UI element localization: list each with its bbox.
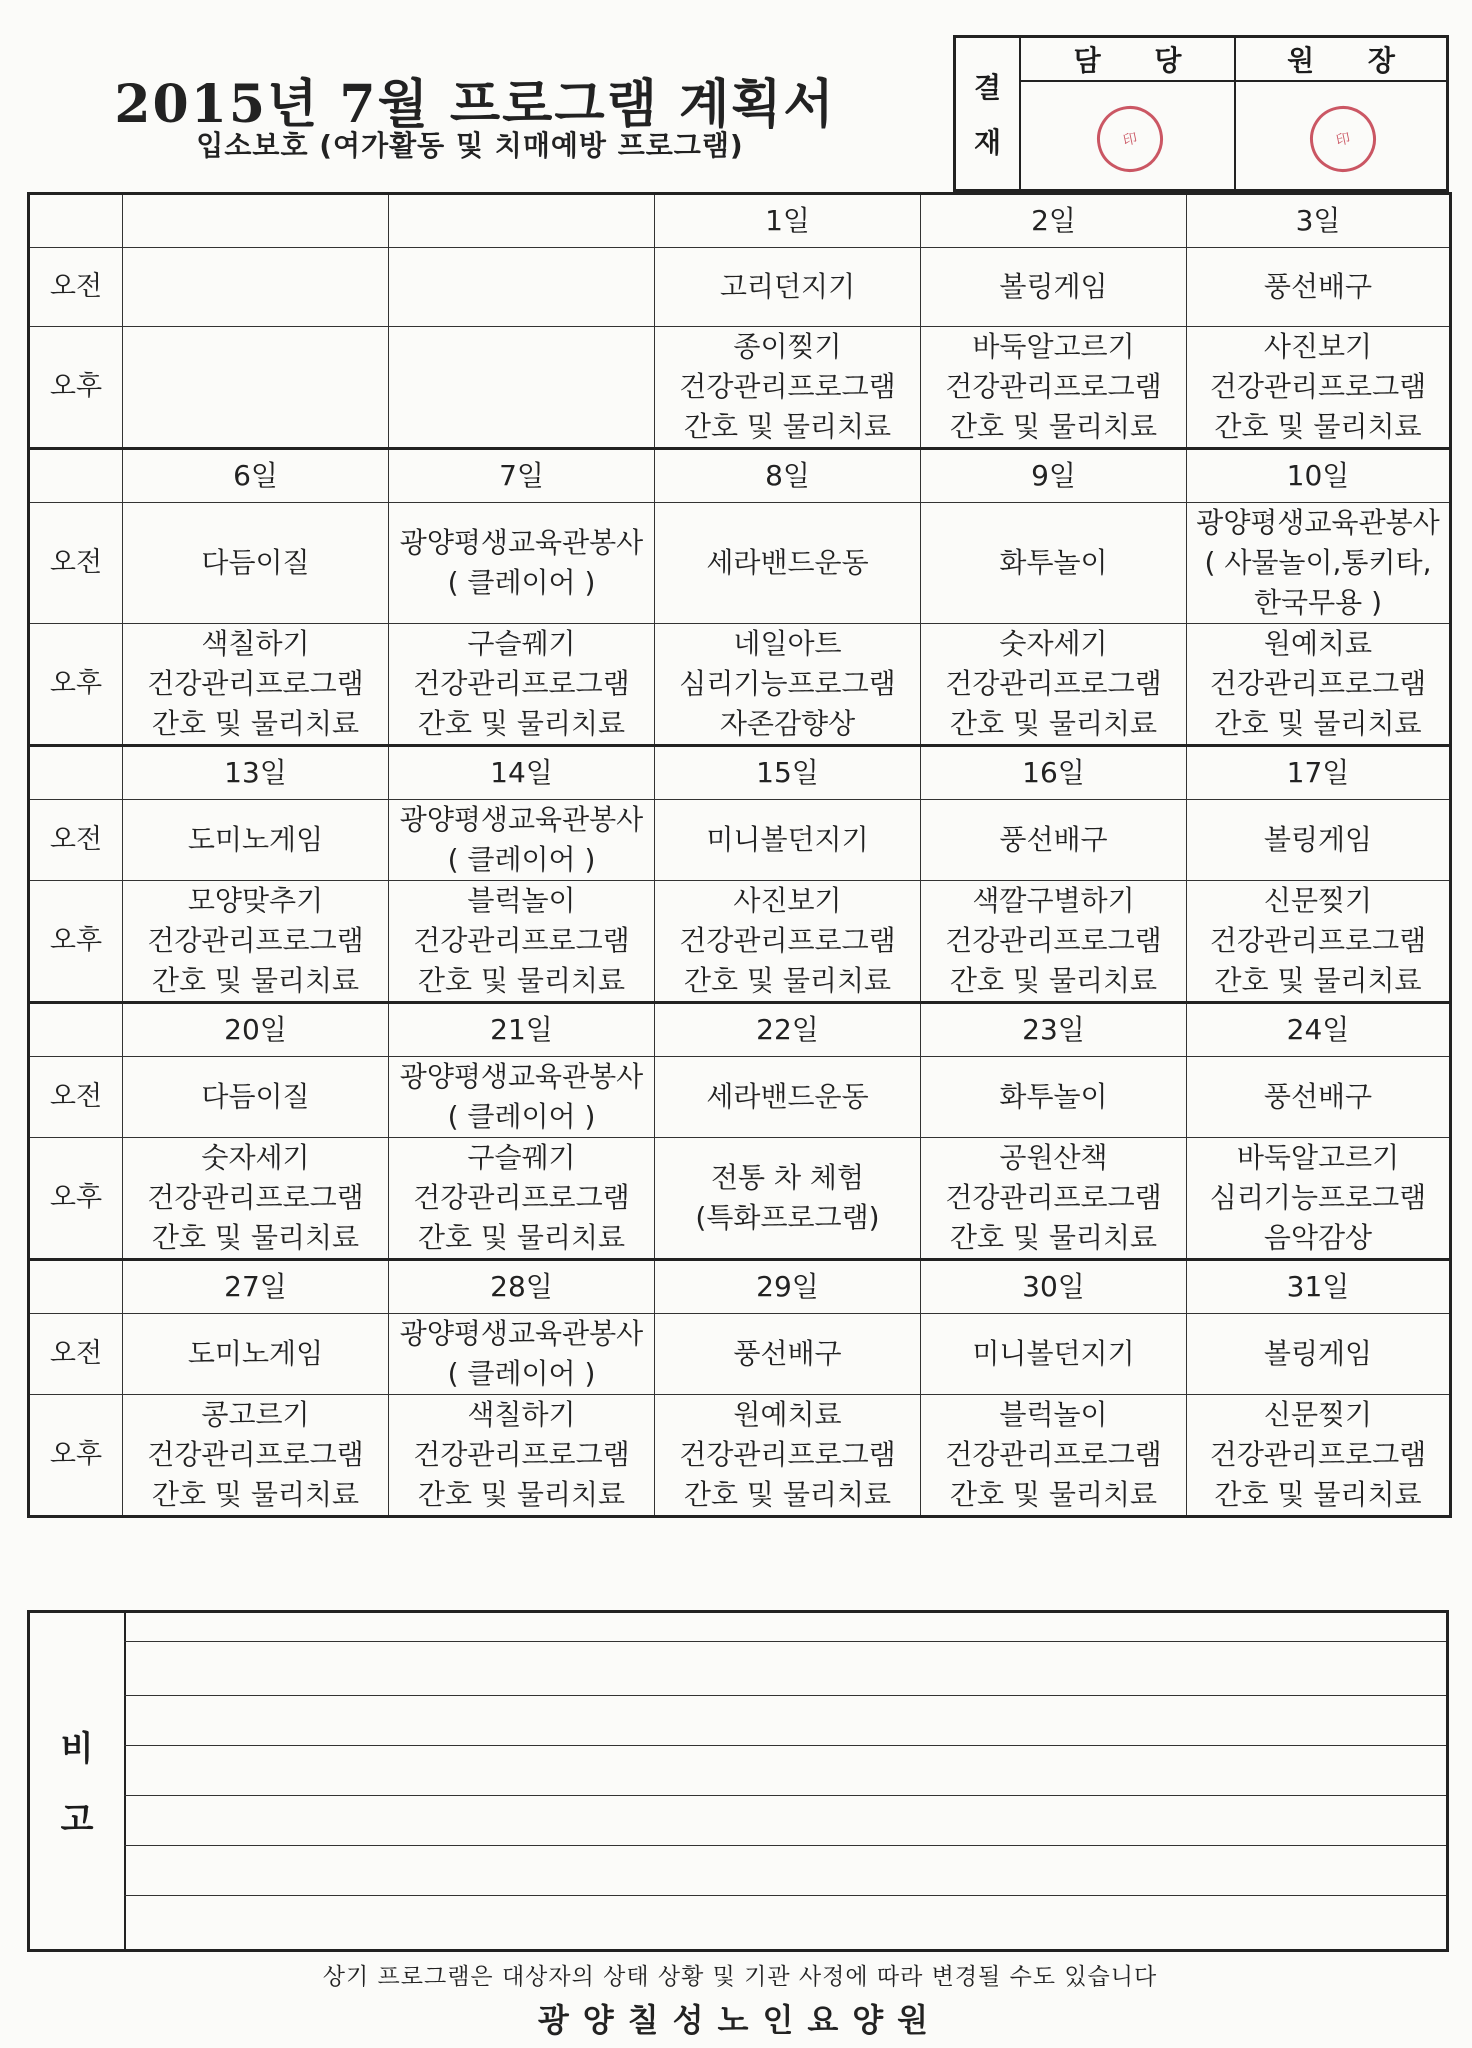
program-line: 고리던지기 [719, 270, 856, 303]
program-line: 콩고르기 [201, 1398, 310, 1431]
date-row [29, 746, 1451, 800]
morning-program-cell [389, 800, 655, 881]
date-row [29, 194, 1451, 248]
morning-program-cell [123, 1314, 389, 1395]
date-cell: 24일 [1187, 1003, 1451, 1057]
morning-label: 오전 [29, 1314, 123, 1395]
afternoon-program-cell [1187, 1395, 1451, 1517]
program-line: 화투놀이 [999, 1080, 1108, 1113]
program-line: 블럭놀이 [999, 1398, 1108, 1431]
date-cell: 29일 [655, 1260, 921, 1314]
program-line: 풍선배구 [1263, 1080, 1373, 1113]
date-cell: 20일 [123, 1003, 389, 1057]
program-line: 도미노게임 [187, 1337, 324, 1370]
date-cell: 28일 [389, 1260, 655, 1314]
program-line: 미니볼던지기 [972, 1337, 1135, 1370]
program-line: 세라밴드운동 [706, 1080, 869, 1113]
date-row [29, 1003, 1451, 1057]
date-cell: 14일 [389, 746, 655, 800]
morning-program-cell [655, 503, 921, 624]
program-line: 건강관리프로그램 [413, 1438, 630, 1471]
afternoon-program-cell [655, 624, 921, 746]
program-line: 원예치료 [1263, 627, 1373, 660]
program-line: 간호 및 물리치료 [949, 410, 1158, 443]
program-line: 건강관리프로그램 [945, 370, 1162, 403]
afternoon-program-cell [655, 1395, 921, 1517]
program-line: 건강관리프로그램 [147, 1181, 364, 1214]
program-line: 한국무용 ) [1253, 586, 1383, 619]
approval-col-director-head: 원 장 [1236, 38, 1446, 82]
date-row [29, 449, 1451, 503]
program-line: 자존감향상 [719, 707, 856, 740]
remarks-rule-line [124, 1745, 1446, 1746]
morning-label: 오전 [29, 800, 123, 881]
date-cell: 27일 [123, 1260, 389, 1314]
afternoon-label: 오후 [29, 624, 123, 746]
morning-program-cell [921, 1314, 1187, 1395]
program-line: 간호 및 물리치료 [683, 964, 892, 997]
date-cell: 23일 [921, 1003, 1187, 1057]
program-line: 다듬이질 [201, 1080, 310, 1113]
date-row [29, 1260, 1451, 1314]
afternoon-program-cell [921, 624, 1187, 746]
afternoon-program-cell [921, 1138, 1187, 1260]
remarks-rule-line [124, 1895, 1446, 1896]
afternoon-program-cell [389, 327, 655, 449]
program-line: 간호 및 물리치료 [151, 1478, 360, 1511]
afternoon-program-cell [921, 881, 1187, 1003]
morning-program-cell [123, 800, 389, 881]
approval-col-manager [1021, 38, 1236, 189]
remarks-rule-line [124, 1795, 1446, 1796]
morning-program-cell [655, 800, 921, 881]
program-line: 공원산책 [999, 1141, 1108, 1174]
date-cell [123, 194, 389, 248]
program-line: 심리기능프로그램 [1209, 1181, 1427, 1214]
afternoon-program-cell [1187, 624, 1451, 746]
remarks-label [30, 1613, 126, 1949]
program-line: 간호 및 물리치료 [417, 1221, 626, 1254]
approval-label [956, 38, 1021, 189]
program-line: 다듬이질 [201, 546, 310, 579]
program-line: 색칠하기 [467, 1398, 576, 1431]
date-cell: 22일 [655, 1003, 921, 1057]
program-line: 미니볼던지기 [706, 823, 869, 856]
remarks-rule-line [124, 1641, 1446, 1642]
morning-program-cell [921, 800, 1187, 881]
footer-organization: 광양칠성노인요양원 [537, 2001, 943, 2039]
morning-program-cell [1187, 1057, 1451, 1138]
program-line: 심리기능프로그램 [679, 667, 896, 700]
date-cell: 15일 [655, 746, 921, 800]
afternoon-program-cell [655, 881, 921, 1003]
program-line: 화투놀이 [999, 546, 1108, 579]
afternoon-program-cell [921, 327, 1187, 449]
program-line: 건강관리프로그램 [147, 1438, 364, 1471]
program-line: 전통 차 체험 [710, 1161, 865, 1194]
program-line: 간호 및 물리치료 [949, 707, 1158, 740]
program-line: 볼링게임 [1263, 823, 1373, 856]
date-cell: 16일 [921, 746, 1187, 800]
date-cell: 8일 [655, 449, 921, 503]
program-line: 건강관리프로그램 [679, 1438, 896, 1471]
program-line: 간호 및 물리치료 [683, 410, 892, 443]
date-cell: 6일 [123, 449, 389, 503]
program-line: 간호 및 물리치료 [417, 707, 626, 740]
footer-note: 상기 프로그램은 대상자의 상태 상황 및 기관 사정에 따라 변경될 수도 있습니다 [322, 1964, 1158, 1990]
afternoon-row [29, 624, 1451, 746]
afternoon-program-cell [123, 1138, 389, 1260]
date-cell: 9일 [921, 449, 1187, 503]
date-cell: 2일 [921, 194, 1187, 248]
afternoon-program-cell [389, 1395, 655, 1517]
approval-label-top: 결 [973, 70, 1002, 104]
afternoon-program-cell [1187, 327, 1451, 449]
program-line: 건강관리프로그램 [413, 1181, 630, 1214]
afternoon-program-cell [123, 1395, 389, 1517]
afternoon-program-cell [655, 327, 921, 449]
remarks-lines [124, 1613, 1446, 1949]
morning-program-cell [123, 1057, 389, 1138]
program-line: 음악감상 [1263, 1221, 1373, 1254]
morning-label: 오전 [29, 248, 123, 327]
morning-program-cell [921, 1057, 1187, 1138]
remarks-label-2: 고 [60, 1800, 94, 1840]
program-line: 건강관리프로그램 [1209, 370, 1427, 403]
afternoon-program-cell [389, 624, 655, 746]
program-line: 사진보기 [733, 884, 842, 917]
program-line: 간호 및 물리치료 [151, 1221, 360, 1254]
morning-row [29, 503, 1451, 624]
remarks-rule-line [124, 1845, 1446, 1846]
program-line: 도미노게임 [187, 823, 324, 856]
morning-program-cell [655, 248, 921, 327]
afternoon-label: 오후 [29, 327, 123, 449]
program-line: 건강관리프로그램 [147, 667, 364, 700]
program-line: 볼링게임 [999, 270, 1108, 303]
program-line: 간호 및 물리치료 [1214, 964, 1422, 997]
afternoon-program-cell [1187, 1138, 1451, 1260]
afternoon-program-cell [389, 1138, 655, 1260]
morning-program-cell [655, 1314, 921, 1395]
afternoon-program-cell [389, 881, 655, 1003]
program-line: 간호 및 물리치료 [949, 1221, 1158, 1254]
morning-row [29, 800, 1451, 881]
afternoon-label: 오후 [29, 1138, 123, 1260]
approval-label-bottom: 재 [973, 126, 1002, 160]
program-line: 간호 및 물리치료 [1214, 410, 1422, 443]
morning-program-cell [921, 248, 1187, 327]
afternoon-program-cell [123, 624, 389, 746]
date-cell: 21일 [389, 1003, 655, 1057]
date-cell: 1일 [655, 194, 921, 248]
program-line: 간호 및 물리치료 [417, 964, 626, 997]
date-cell: 31일 [1187, 1260, 1451, 1314]
date-cell: 3일 [1187, 194, 1451, 248]
morning-label: 오전 [29, 503, 123, 624]
program-line: ( 클레이어 ) [447, 1357, 596, 1390]
program-line: 광양평생교육관봉사 [399, 526, 644, 559]
program-line: 풍선배구 [999, 823, 1108, 856]
program-line: 구슬꿰기 [467, 1141, 576, 1174]
program-line: 건강관리프로그램 [679, 924, 896, 957]
program-line: 구슬꿰기 [467, 627, 576, 660]
program-line: (특화프로그램) [695, 1201, 880, 1234]
morning-program-cell [1187, 1314, 1451, 1395]
afternoon-program-cell [655, 1138, 921, 1260]
date-cell: 10일 [1187, 449, 1451, 503]
morning-program-cell [389, 1057, 655, 1138]
remarks-label-1: 비 [60, 1729, 94, 1769]
date-row-corner [29, 1003, 123, 1057]
program-line: ( 클레이어 ) [447, 843, 596, 876]
program-line: 건강관리프로그램 [1209, 1438, 1427, 1471]
date-cell: 17일 [1187, 746, 1451, 800]
remarks-rule-line [124, 1695, 1446, 1696]
date-row-corner [29, 746, 123, 800]
program-line: 간호 및 물리치료 [1214, 707, 1422, 740]
morning-program-cell [1187, 248, 1451, 327]
program-line: 건강관리프로그램 [1209, 924, 1427, 957]
program-line: 숫자세기 [999, 627, 1108, 660]
afternoon-program-cell [1187, 881, 1451, 1003]
program-line: 광양평생교육관봉사 [1196, 506, 1440, 539]
page-title: 2015년 7월 프로그램 계획서 [114, 74, 836, 135]
program-line: 광양평생교육관봉사 [399, 803, 644, 836]
program-line: 세라밴드운동 [706, 546, 869, 579]
program-line: 건강관리프로그램 [679, 370, 896, 403]
morning-row [29, 1314, 1451, 1395]
program-line: 사진보기 [1263, 330, 1373, 363]
afternoon-program-cell [921, 1395, 1187, 1517]
date-row-corner [29, 449, 123, 503]
program-line: 건강관리프로그램 [945, 667, 1162, 700]
program-line: 건강관리프로그램 [413, 667, 630, 700]
morning-program-cell [123, 248, 389, 327]
morning-row [29, 248, 1451, 327]
approval-box [953, 35, 1449, 192]
program-line: 건강관리프로그램 [945, 1181, 1162, 1214]
afternoon-program-cell [123, 327, 389, 449]
morning-program-cell [1187, 800, 1451, 881]
program-line: 간호 및 물리치료 [949, 964, 1158, 997]
program-line: 숫자세기 [201, 1141, 310, 1174]
program-line: 건강관리프로그램 [147, 924, 364, 957]
approval-col-manager-head: 담 당 [1021, 38, 1234, 82]
date-cell: 13일 [123, 746, 389, 800]
schedule-table [27, 192, 1452, 1518]
morning-program-cell [921, 503, 1187, 624]
program-line: 블럭놀이 [467, 884, 576, 917]
morning-program-cell [389, 1314, 655, 1395]
program-line: 색칠하기 [201, 627, 310, 660]
program-line: 원예치료 [733, 1398, 842, 1431]
program-line: 간호 및 물리치료 [1214, 1478, 1422, 1511]
program-line: 광양평생교육관봉사 [399, 1317, 644, 1350]
program-line: 간호 및 물리치료 [949, 1478, 1158, 1511]
morning-program-cell [389, 248, 655, 327]
program-line: 모양맞추기 [187, 884, 324, 917]
program-line: 색깔구별하기 [972, 884, 1135, 917]
program-line: 볼링게임 [1263, 1337, 1373, 1370]
program-line: 간호 및 물리치료 [151, 964, 360, 997]
program-line: 광양평생교육관봉사 [399, 1060, 644, 1093]
afternoon-label: 오후 [29, 881, 123, 1003]
afternoon-row [29, 327, 1451, 449]
date-row-corner [29, 194, 123, 248]
program-line: 바둑알고르기 [972, 330, 1135, 363]
program-line: 건강관리프로그램 [413, 924, 630, 957]
program-line: 네일아트 [733, 627, 842, 660]
date-cell: 30일 [921, 1260, 1187, 1314]
program-line: ( 클레이어 ) [447, 1100, 596, 1133]
morning-row [29, 1057, 1451, 1138]
morning-program-cell [389, 503, 655, 624]
date-cell: 7일 [389, 449, 655, 503]
afternoon-row [29, 1395, 1451, 1517]
program-line: 신문찢기 [1263, 1398, 1373, 1431]
morning-program-cell [1187, 503, 1451, 624]
morning-label: 오전 [29, 1057, 123, 1138]
approval-col-director [1236, 38, 1446, 189]
remarks-section [27, 1610, 1449, 1952]
date-cell [389, 194, 655, 248]
program-line: 풍선배구 [1263, 270, 1373, 303]
morning-program-cell [655, 1057, 921, 1138]
program-line: ( 사물놀이,통키타, [1204, 546, 1432, 579]
program-line: 바둑알고르기 [1236, 1141, 1400, 1174]
program-line: 간호 및 물리치료 [683, 1478, 892, 1511]
program-line: 간호 및 물리치료 [151, 707, 360, 740]
seal-stamp-icon: 印 [1304, 100, 1382, 178]
program-line: 건강관리프로그램 [945, 1438, 1162, 1471]
program-line: 풍선배구 [733, 1337, 842, 1370]
afternoon-program-cell [123, 881, 389, 1003]
afternoon-row [29, 1138, 1451, 1260]
program-line: 건강관리프로그램 [1209, 667, 1427, 700]
program-line: 간호 및 물리치료 [417, 1478, 626, 1511]
program-line: 종이찢기 [733, 330, 842, 363]
program-line: 신문찢기 [1263, 884, 1373, 917]
program-line: ( 클레이어 ) [447, 566, 596, 599]
seal-stamp-icon: 印 [1091, 100, 1169, 178]
page-subtitle: 입소보호 (여가활동 및 치매예방 프로그램) [196, 129, 744, 162]
morning-program-cell [123, 503, 389, 624]
afternoon-row [29, 881, 1451, 1003]
afternoon-label: 오후 [29, 1395, 123, 1517]
date-row-corner [29, 1260, 123, 1314]
program-line: 건강관리프로그램 [945, 924, 1162, 957]
